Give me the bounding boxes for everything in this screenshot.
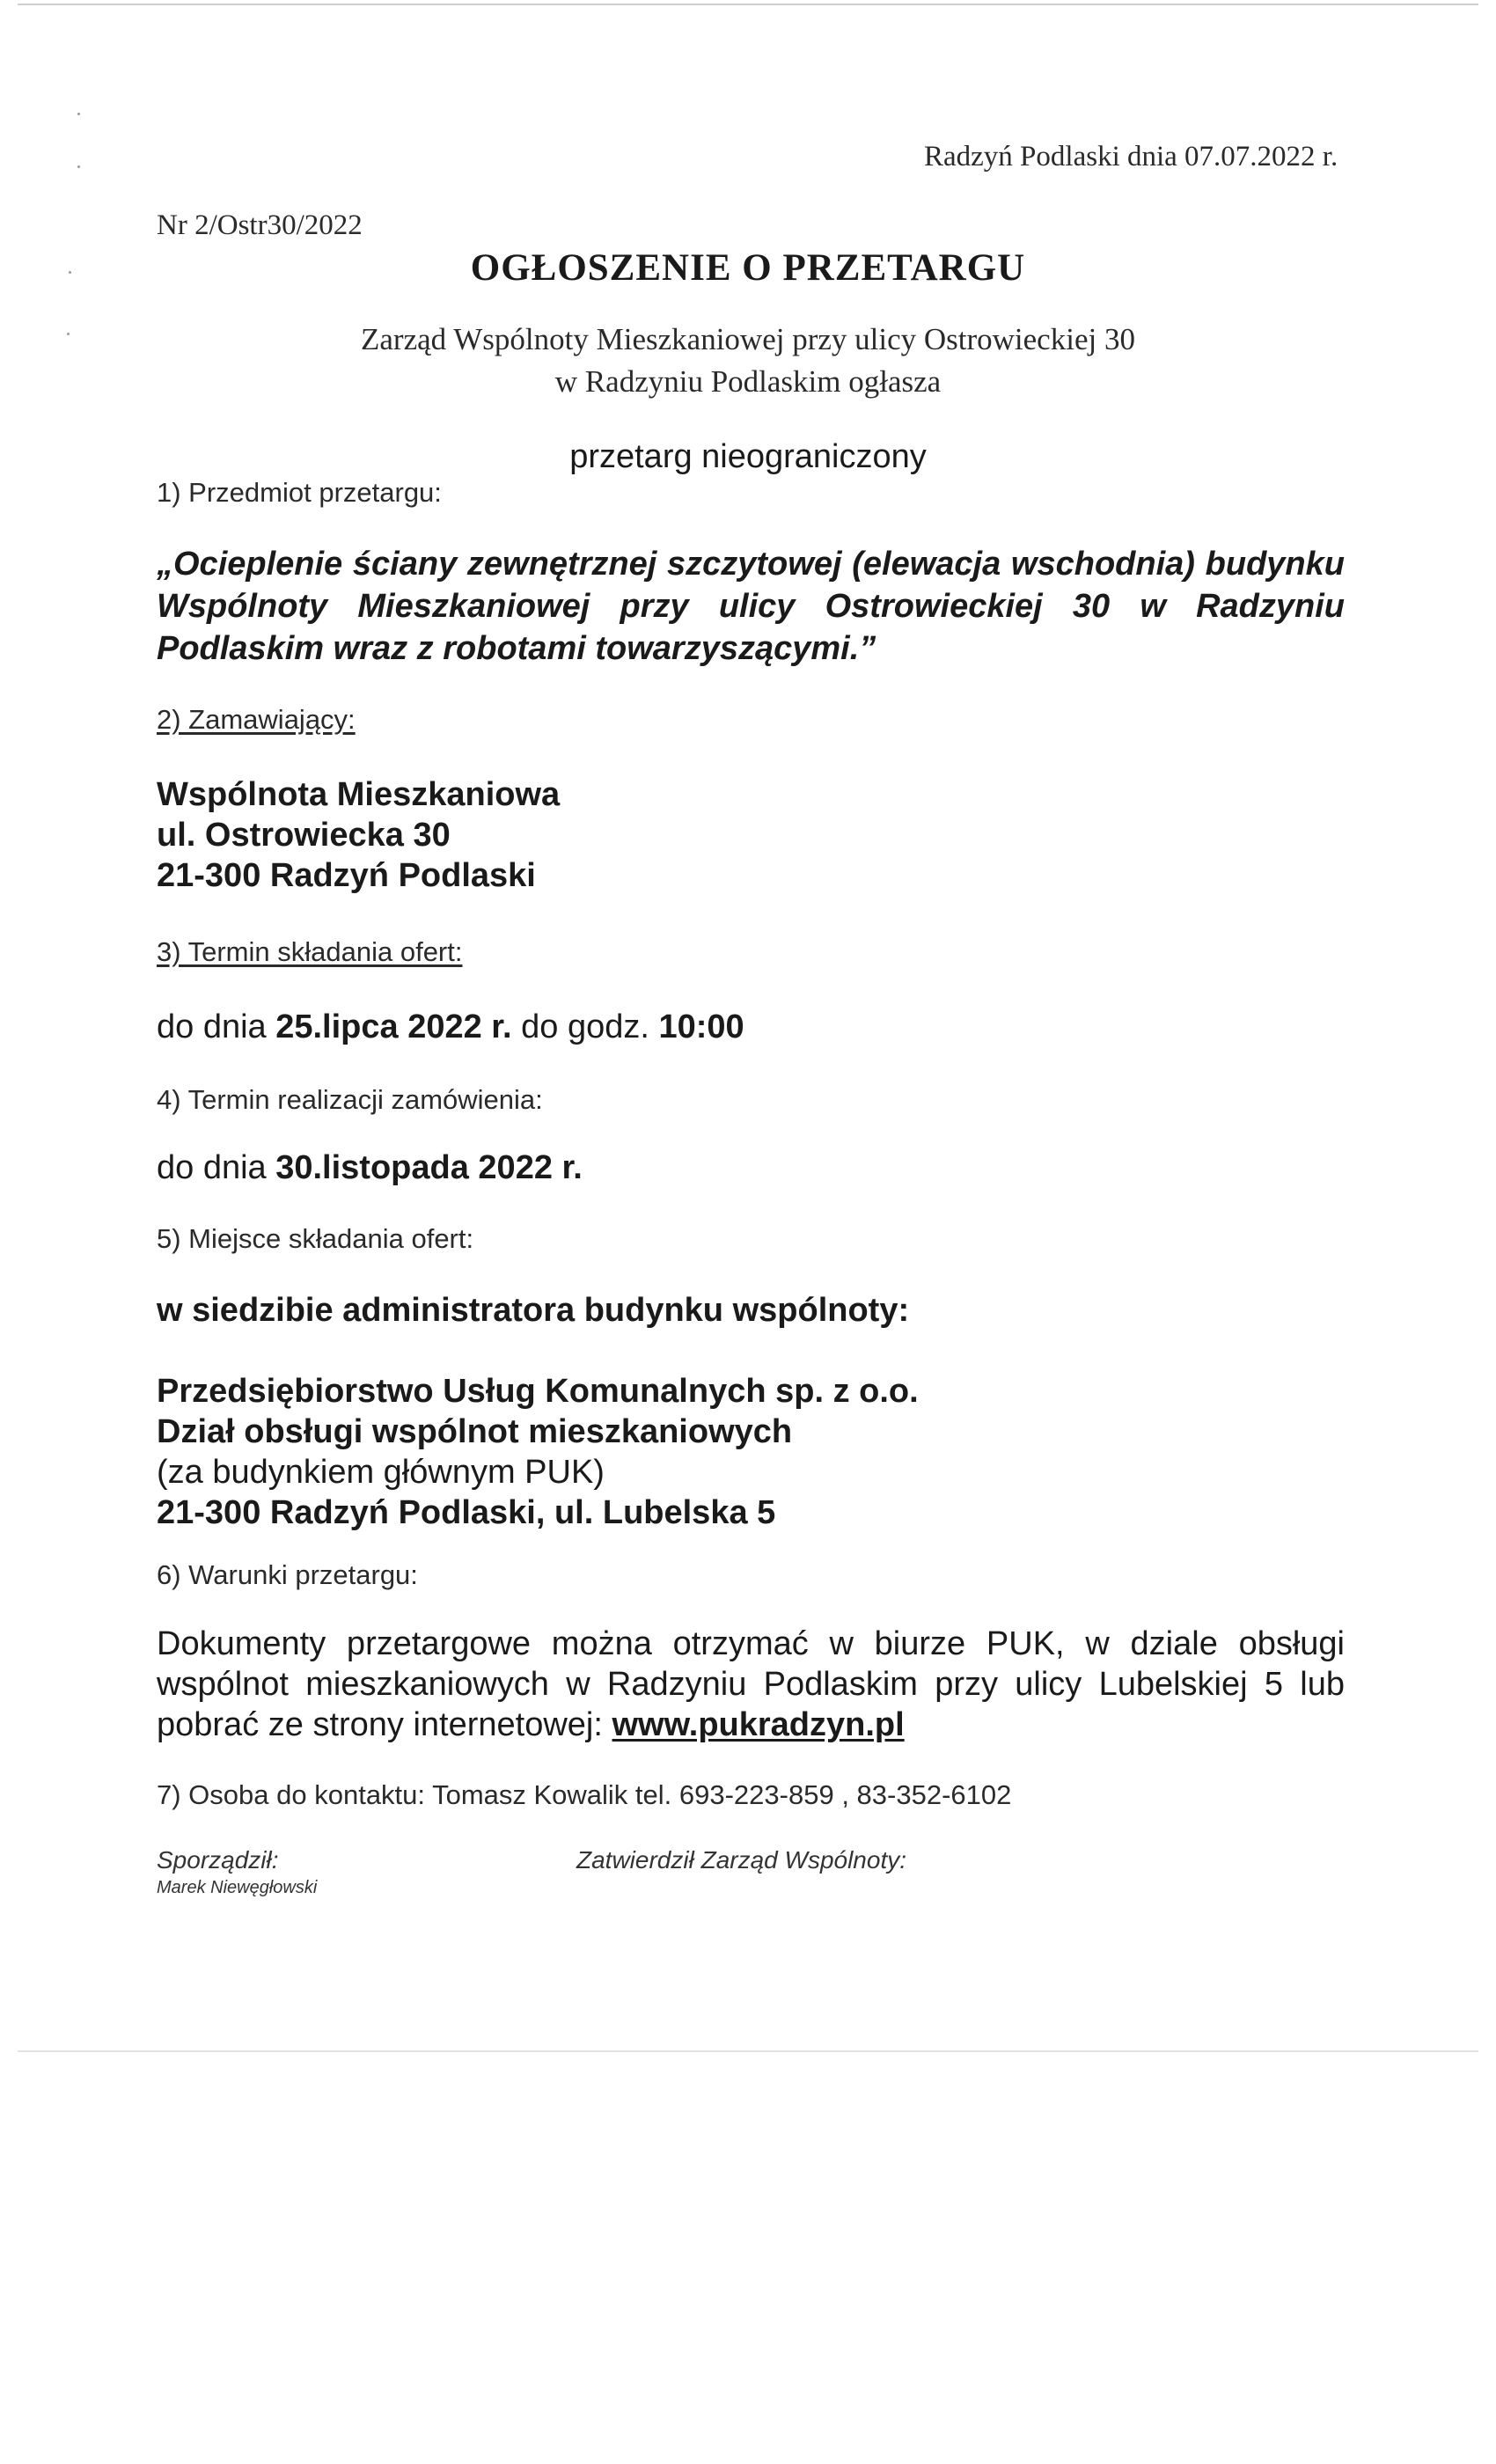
intro-line-1: Zarząd Wspólnoty Mieszkaniowej przy ulicy Ostrowieckiej 30 — [361, 322, 1135, 356]
website-link[interactable]: www.pukradzyn.pl — [612, 1706, 905, 1743]
offer-deadline-middle: do godz. — [511, 1008, 659, 1045]
section-3-label: 3) Termin składania ofert: — [157, 936, 463, 967]
section-1-label: 1) Przedmiot przetargu: — [157, 477, 442, 508]
tender-conditions-text: Dokumenty przetargowe można otrzymać w biurze PUK, w dziale obsługi wspólnot mieszkaniowych w Radzyniu Podlaskim przy ulicy Lubelskiej 5 lub pobrać ze strony internetowej: — [157, 1625, 1345, 1743]
intro-line-2: w Radzyniu Podlaskim ogłasza — [554, 364, 942, 399]
approved-by-label: Zatwierdził Zarząd Wspólnoty: — [576, 1846, 907, 1874]
contact-person: 7) Osoba do kontaktu: Tomasz Kowalik tel. 693-223-859 , 83-352-6102 — [157, 1779, 1012, 1810]
tender-conditions — [157, 1624, 1345, 1745]
scan-speck — [77, 113, 80, 115]
offer-place-line-1: Przedsiębiorstwo Usług Komunalnych sp. z o.o. — [157, 1373, 919, 1410]
ordering-party-line-2: ul. Ostrowiecka 30 — [157, 817, 451, 854]
tender-subject: „Ocieplenie ściany zewnętrznej szczytowej (elewacja wschodnia) budynku Wspólnoty Mieszkaniowej przy ulicy Ostrowieckiej 30 w Radzyniu Podlaskim wraz z robotami towarzyszącymi.” — [157, 546, 1345, 667]
completion-deadline-prefix: do dnia — [157, 1149, 276, 1186]
offer-place-address — [157, 1371, 919, 1533]
offer-place-line-3: (za budynkiem głównym PUK) — [157, 1454, 605, 1491]
offer-deadline-prefix: do dnia — [157, 1008, 276, 1045]
section-6-label: 6) Warunki przetargu: — [157, 1559, 418, 1590]
section-2-label: 2) Zamawiający: — [157, 704, 356, 735]
ordering-party-address — [157, 774, 560, 896]
scan-speck — [77, 165, 80, 168]
prepared-by-name: Marek Niewęgłowski — [157, 1878, 318, 1897]
ordering-party-line-3: 21-300 Radzyń Podlaski — [157, 857, 536, 894]
offer-place-line-2: Dział obsługi wspólnot mieszkaniowych — [157, 1413, 793, 1450]
offer-place-heading: w siedzibie administratora budynku wspólnoty: — [157, 1292, 910, 1329]
scan-edge-bottom — [18, 2050, 1478, 2052]
document-title: OGŁOSZENIE O PRZETARGU — [470, 247, 1026, 289]
scan-edge-top — [18, 4, 1478, 5]
document-number: Nr 2/Ostr30/2022 — [157, 209, 363, 241]
section-4-label: 4) Termin realizacji zamówienia: — [157, 1084, 543, 1115]
document-date: Radzyń Podlaski dnia 07.07.2022 r. — [924, 141, 1338, 172]
offer-deadline — [157, 1008, 744, 1046]
offer-place-line-4: 21-300 Radzyń Podlaski, ul. Lubelska 5 — [157, 1494, 776, 1531]
ordering-party-line-1: Wspólnota Mieszkaniowa — [157, 776, 561, 813]
tender-type: przetarg nieograniczony — [569, 438, 927, 475]
completion-deadline-date: 30.listopada 2022 r. — [275, 1149, 583, 1186]
prepared-by-label: Sporządził: — [157, 1846, 279, 1874]
section-5-label: 5) Miejsce składania ofert: — [157, 1223, 474, 1254]
offer-deadline-time: 10:00 — [658, 1008, 744, 1045]
completion-deadline — [157, 1149, 583, 1187]
offer-deadline-date: 25.lipca 2022 r. — [275, 1008, 512, 1045]
